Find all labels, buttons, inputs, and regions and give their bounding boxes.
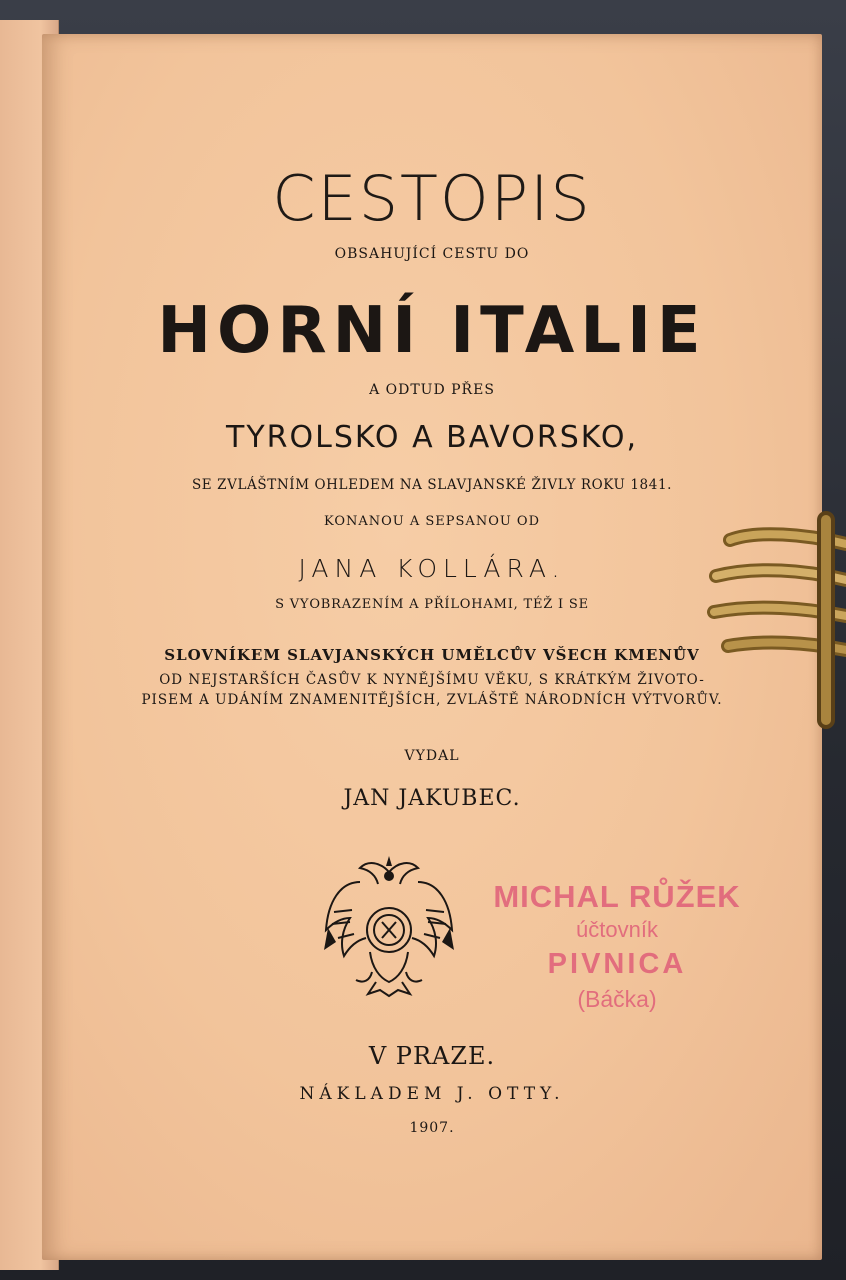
subtitle-line: S VYOBRAZENÍM A PŘÍLOHAMI, TÉŽ I SE — [275, 597, 589, 612]
editor-name: JAN JAKUBEC. — [343, 786, 521, 811]
subtitle-line: A ODTUD PŘES — [369, 382, 495, 398]
book-clip-icon — [706, 500, 846, 730]
stamp-role: účtovník — [576, 917, 658, 942]
imprint-city: V PRAZE. — [368, 1042, 496, 1070]
book-title: CESTOPIS — [272, 162, 592, 235]
stamp-region: (Báčka) — [577, 986, 657, 1012]
subtitle-line: SE ZVLÁŠTNÍM OHLEDEM NA SLAVJANSKÉ ŽIVLY ROKU 1841. — [191, 477, 673, 493]
appendix-line: OD NEJSTARŠÍCH ČASŮV K NYNĚJŠÍMU VĚKU, S KRÁTKÝM ŽIVOTO- — [159, 672, 705, 688]
imprint-year: 1907. — [409, 1120, 455, 1136]
book-secondary-title: TYROLSKO A BAVORSKO, — [226, 420, 638, 455]
appendix-line: PISEM A UDÁNÍM ZNAMENITĚJŠÍCH, ZVLÁŠTĚ NÁRODNÍCH VÝTVORŮV. — [141, 692, 723, 708]
editor-label: VYDAL — [404, 748, 460, 764]
imprint-publisher: NÁKLADEM J. OTTY. — [299, 1084, 565, 1104]
stamp-place: PIVNICA — [547, 948, 687, 980]
author-name: JANA KOLLÁRA. — [298, 554, 566, 583]
title-page — [42, 34, 822, 1260]
eagle-emblem-icon — [320, 852, 458, 998]
subtitle-line: OBSAHUJÍCÍ CESTU DO — [334, 246, 530, 262]
appendix-title: SLOVNÍKEM SLAVJANSKÝCH UMĚLCŮV VŠECH KMENŮV — [164, 646, 700, 664]
stamp-name: MICHAL RŮŽEK — [493, 879, 741, 914]
book-main-title: HORNÍ ITALIE — [157, 294, 707, 368]
ownership-stamp — [472, 879, 762, 1015]
subtitle-line: KONANOU A SEPSANOU OD — [323, 514, 541, 529]
